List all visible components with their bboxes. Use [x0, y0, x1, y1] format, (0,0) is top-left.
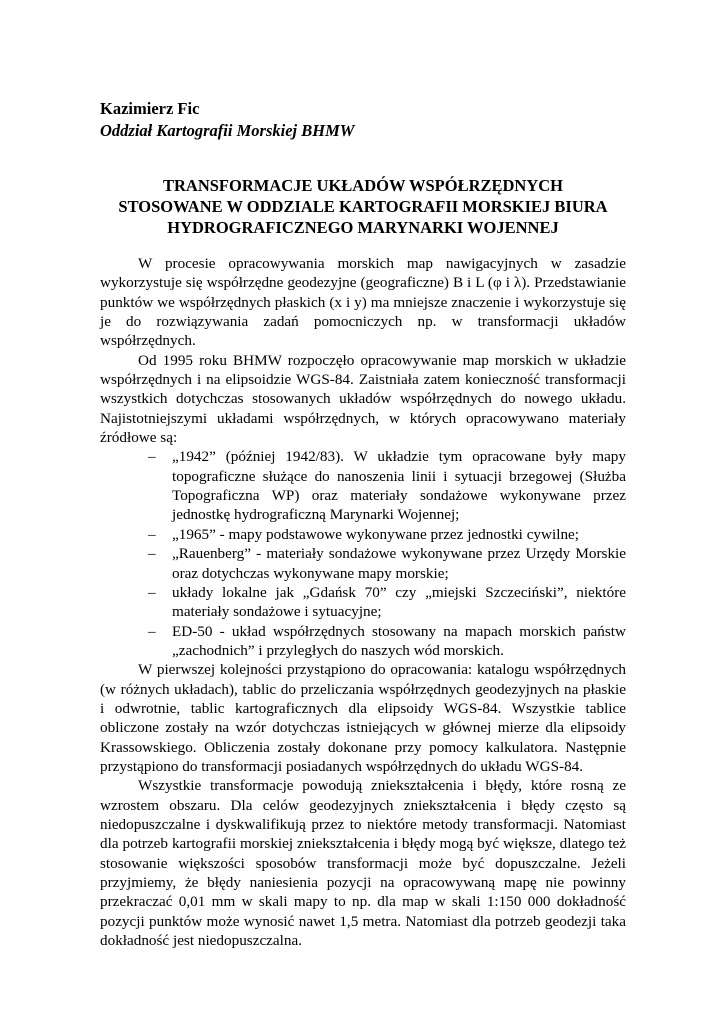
dash-marker: –: [148, 525, 156, 543]
dash-marker: –: [148, 448, 156, 466]
list-item: [148, 544, 626, 583]
list-item: [148, 583, 626, 622]
list-item-text: „1965” - mapy podstawowe wykonywane przez jednostki cywilne;: [172, 525, 579, 543]
author-name: Kazimierz Fic: [100, 99, 200, 118]
list-item: [148, 525, 626, 544]
list-item-text: ED-50 - układ współrzędnych stosowany na mapach morskich państw „zachodnich” i przyległych do naszych wód morskich.: [172, 622, 626, 659]
title-line: STOSOWANE W ODDZIALE KARTOGRAFII MORSKIEJ BIURA: [118, 197, 608, 216]
list-item: [148, 447, 626, 524]
list-item-text: „1942” (później 1942/83). W układzie tym opracowane były mapy topograficzne służące do nanoszenia linii i sytuacji brzegowej (Służba Topograficzna WP) oraz materiały sondażowe wykonywane przez jednostkę hydrograficzną Marynarki Wojennej;: [172, 448, 626, 524]
author-affiliation: Oddział Kartografii Morskiej BHMW: [100, 121, 355, 140]
list-item-text: „Rauenberg” - materiały sondażowe wykonywane przez Urzędy Morskie oraz dotychczas wykonywane mapy morskie;: [172, 545, 626, 582]
paragraph-accuracy: Wszystkie transformacje powodują zniekształcenia i błędy, które rosną ze wzrostem obszaru. Dla celów geodezyjnych zniekształcenia i błędy często są niedopuszczalne i dyskwalifikują przez to niektóre metody transformacji. Natomiast dla potrzeb kartografii morskiej zniekształcenia i błędy mogą być większe, dlatego też stosowanie większości sposobów transformacji może być dopuszczalne. Jeżeli przyjmiemy, że błędy naniesienia pozycji na opracowywaną mapę nie powinny przekraczać 0,01 mm w skali mapy to np. dla map w skali 1:150 000 dokładność pozycji punktów może wynosić nawet 1,5 metra. Natomiast dla potrzeb geodezji taka dokładność jest niedopuszczalna.: [100, 777, 626, 950]
paragraph-intro: W procesie opracowywania morskich map nawigacyjnych w zasadzie wykorzystuje się współrzędne geodezyjne (geograficzne) B i L (φ i λ). Przedstawianie punktów we współrzędnych płaskich (x i y) ma mniejsze znaczenie i wykorzystuje się je do rozwiązywania zadań pomocniczych np. w transformacji układów współrzędnych.: [100, 255, 626, 350]
coordinate-systems-list: [100, 447, 626, 660]
article-body: [100, 254, 626, 950]
dash-marker: –: [148, 545, 156, 563]
list-item: [148, 622, 626, 661]
article-title: [100, 175, 626, 238]
list-item-text: układy lokalne jak „Gdańsk 70” czy „miejski Szczeciński”, niektóre materiały sondażowe i sytuacyjne;: [172, 583, 626, 621]
title-line: HYDROGRAFICZNEGO MARYNARKI WOJENNEJ: [167, 218, 559, 237]
paragraph-wgs84: Od 1995 roku BHMW rozpoczęło opracowywanie map morskich w układzie współrzędnych i na elipsoidzie WGS-84. Zaistniała zatem konieczność transformacji wszystkich dotychczas stosowanych układów współrzędnych do nowego układu. Najistotniejszymi układami współrzędnych, w których opracowywano materiały źródłowe są:: [100, 351, 626, 447]
paragraph-tables: W pierwszej kolejności przystąpiono do opracowania: katalogu współrzędnych (w różnych układach), tablic do przeliczania współrzędnych geodezyjnych na płaskie i odwrotnie, tablic kartograficznych dla elipsoidy WGS-84. Wszystkie tablice obliczone zostały na wzór dotychczas istniejących w głównej mierze dla elipsoidy Krassowskiego. Obliczenia zostały dokonane przy pomocy kalkulatora. Następnie przystąpiono do transformacji posiadanych współrzędnych do układu WGS-84.: [100, 661, 626, 775]
dash-marker: –: [148, 583, 156, 601]
dash-marker: –: [148, 622, 156, 640]
title-line: TRANSFORMACJE UKŁADÓW WSPÓŁRZĘDNYCH: [162, 176, 563, 195]
